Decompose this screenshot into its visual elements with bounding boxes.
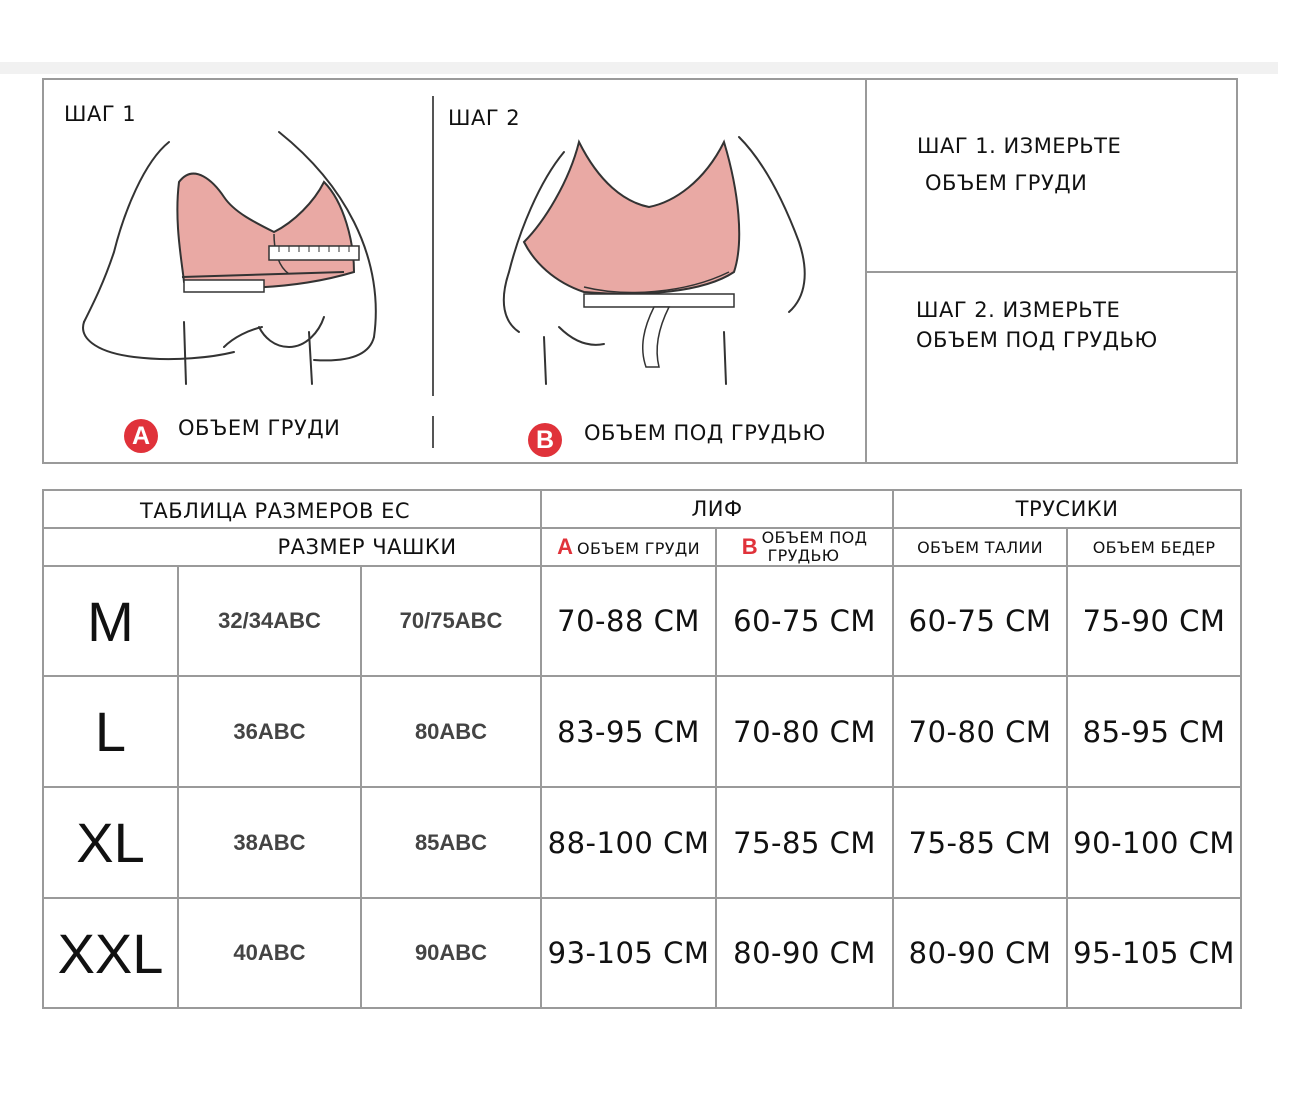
table-row (43, 566, 1241, 676)
cup-size-eu: 85ABC (414, 829, 488, 855)
cup-size-us: 40ABC (233, 940, 306, 965)
instruction-step1 (917, 128, 1121, 202)
bust-col-header-cell (541, 528, 716, 566)
table-header-row-1 (43, 490, 1241, 528)
divider-instruction-rows (865, 271, 1238, 273)
underbust-col-header-line2: ГРУДЬЮ (767, 546, 840, 565)
panties-group-header: ТРУСИКИ (1015, 497, 1119, 521)
hips-col-header: ОБЪЕМ БЕДЕР (1092, 537, 1216, 557)
step1-label: ШАГ 1 (64, 102, 137, 126)
bust-measurement-illustration (74, 122, 394, 387)
hips-value: 95-105 СМ (1073, 936, 1235, 970)
hips-value: 75-90 СМ (1082, 604, 1226, 638)
waist-value: 60-75 СМ (908, 604, 1052, 638)
size-letter: XL (76, 811, 145, 874)
caption-bust: ОБЪЕМ ГРУДИ (178, 416, 341, 440)
underbust-col-header-line1: ОБЪЕМ ПОД (761, 528, 868, 547)
divider-steps-lower (432, 416, 434, 448)
instruction-step2 (916, 295, 1158, 355)
underbust-value: 80-90 СМ (733, 936, 876, 970)
measurement-instructions-panel (42, 78, 1238, 464)
waist-value: 70-80 СМ (908, 714, 1052, 749)
letter-b-badge: B (528, 423, 562, 457)
top-band (0, 62, 1278, 74)
bra-group-header: ЛИФ (691, 497, 743, 521)
waist-value: 80-90 СМ (908, 936, 1052, 970)
cup-size-eu: 70/75ABC (399, 608, 503, 633)
table-title: ТАБЛИЦА РАЗМЕРОВ ЕС (140, 499, 411, 523)
hips-value: 90-100 СМ (1073, 825, 1235, 860)
waist-value: 75-85 СМ (908, 825, 1052, 860)
table-row (43, 898, 1241, 1008)
bust-value: 70-88 СМ (557, 604, 700, 638)
bust-value: 88-100 СМ (547, 825, 710, 860)
bra-group-cell (541, 490, 893, 528)
cup-size-us: 38ABC (233, 829, 306, 855)
underbust-col-header (762, 529, 868, 565)
letter-a-badge: A (124, 419, 158, 453)
underbust-value: 70-80 СМ (733, 714, 876, 749)
cup-size-eu: 80ABC (414, 718, 488, 744)
caption-underbust: ОБЪЕМ ПОД ГРУДЬЮ (584, 421, 826, 445)
table-row (43, 676, 1241, 787)
size-chart-table (42, 489, 1242, 1009)
instruction-step2-line1: ШАГ 2. ИЗМЕРЬТЕ (916, 298, 1121, 322)
cup-size-eu: 90ABC (414, 940, 488, 965)
waist-col-header-cell (893, 528, 1067, 566)
size-letter: XXL (57, 921, 164, 985)
underbust-value: 75-85 СМ (733, 825, 876, 860)
letter-a-mark: A (557, 534, 574, 559)
size-letter: M (87, 589, 134, 653)
cup-size-header: РАЗМЕР ЧАШКИ (277, 535, 457, 559)
step2-label: ШАГ 2 (448, 106, 521, 130)
table-row (43, 787, 1241, 898)
divider-steps (432, 96, 434, 396)
underbust-measurement-illustration (484, 122, 814, 387)
cup-size-header-cell (43, 528, 541, 566)
panties-group-cell (893, 490, 1241, 528)
cup-size-us: 36ABC (233, 718, 306, 744)
size-letter: L (94, 700, 127, 763)
underbust-value: 60-75 СМ (733, 604, 876, 638)
hips-col-header-cell (1067, 528, 1241, 566)
letter-b-mark: B (741, 534, 758, 559)
table-header-row-2 (43, 528, 1241, 566)
table-title-cell (43, 490, 541, 528)
instruction-step1-line1: ШАГ 1. ИЗМЕРЬТЕ (917, 134, 1122, 158)
hips-value: 85-95 СМ (1082, 714, 1226, 749)
underbust-col-header-cell (716, 528, 893, 566)
bust-value: 83-95 СМ (557, 714, 700, 749)
cup-size-us: 32/34ABC (218, 608, 321, 633)
waist-col-header: ОБЪЕМ ТАЛИИ (917, 537, 1043, 557)
instruction-step2-line2: ОБЪЕМ ПОД ГРУДЬЮ (916, 328, 1158, 352)
bust-col-header: ОБЪЕМ ГРУДИ (577, 539, 700, 558)
instruction-step1-line2: ОБЪЕМ ГРУДИ (925, 171, 1088, 195)
bust-value: 93-105 СМ (547, 936, 710, 970)
